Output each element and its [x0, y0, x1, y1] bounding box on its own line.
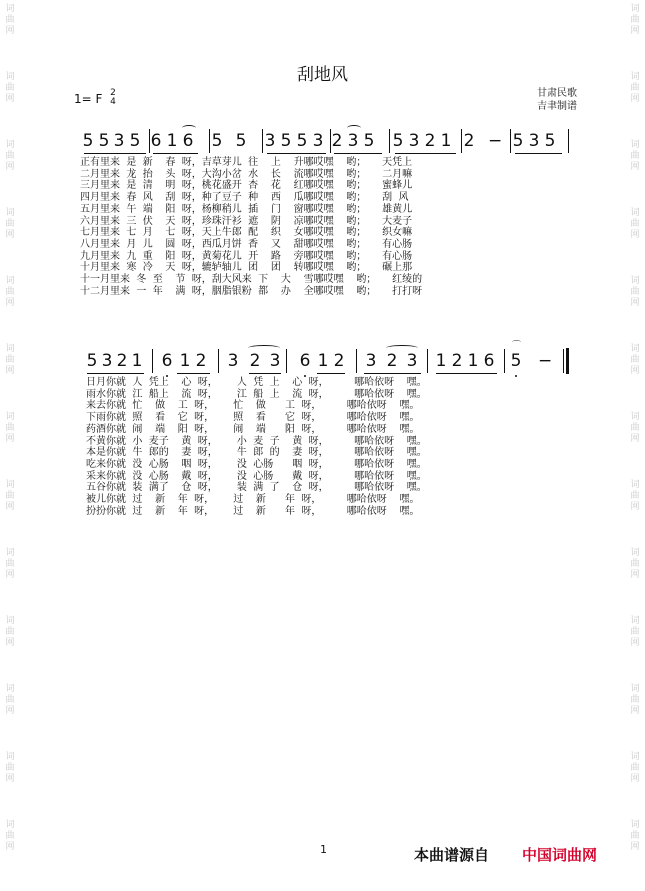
note: 5: [544, 131, 556, 151]
lyric-line: 三月里来 是 清 明 呀，桃花盛开 杏 花 红哪哎嘿 哟； 蜜蜂儿: [80, 180, 413, 192]
watermark-char: 词: [5, 276, 15, 286]
barline: [504, 349, 505, 373]
watermark-char: 网: [5, 94, 15, 104]
barline: [209, 129, 210, 153]
underline: [267, 153, 326, 154]
watermark-char: 曲: [5, 559, 15, 569]
watermark-char: 曲: [5, 15, 15, 25]
watermark-char: 曲: [630, 219, 640, 229]
barline: [510, 129, 511, 153]
barline: [427, 349, 428, 373]
note: 2: [424, 131, 436, 151]
slur: [248, 345, 280, 351]
watermark-char: 曲: [5, 423, 15, 433]
lyric-line: 五月里来 午 端 阳 呀，杨柳稍儿 插 门 窗哪哎嘿 哟； 雄黄儿: [80, 203, 413, 215]
lyric-line: 五谷你就 装 满了 仓 呀， 装 满 了 仓 呀， 哪哈依呀 嘿。: [86, 482, 427, 494]
barline: [262, 129, 263, 153]
lyric-line: 九月里来 九 重 阳 呀，黄菊花儿 开 路 旁哪哎嘿 哟； 有心肠: [80, 250, 413, 262]
time-sig-bottom: 4: [110, 97, 116, 107]
note: 3: [312, 131, 324, 151]
watermark-char: 网: [630, 94, 640, 104]
watermark-char: 网: [630, 706, 640, 716]
note: 1: [131, 351, 143, 371]
watermark-char: 网: [5, 570, 15, 580]
lyric-line: 来去你就 忙 做 工 呀， 忙 做 工 呀， 哪哈依呀 嘿。: [86, 400, 420, 412]
lyric-line: 正有里来 是 新 春 呀，吉草芽儿 往 上 升哪哎嘿 哟； 天凭上: [80, 157, 413, 168]
note: 5: [510, 351, 522, 371]
lyric-line: 下雨你就 照 看 它 呀， 照 看 它 呀， 哪哈依呀 嘿。: [86, 412, 420, 424]
watermark-char: 词: [5, 548, 15, 558]
watermark-char: 网: [5, 230, 15, 240]
source-label: 本曲谱源自: [414, 846, 490, 864]
note: 3: [347, 131, 359, 151]
watermark-char: 网: [630, 842, 640, 852]
barline: [389, 129, 390, 153]
slur: [182, 125, 196, 131]
watermark-char: 词: [630, 140, 640, 150]
watermark-char: 曲: [5, 287, 15, 297]
note: 6: [299, 351, 311, 371]
watermark-char: 词: [630, 684, 640, 694]
watermark-char: 词: [5, 344, 15, 354]
note: 6: [150, 131, 162, 151]
watermark-char: 曲: [630, 355, 640, 365]
watermark-char: 网: [5, 298, 15, 308]
note: 5: [280, 131, 292, 151]
barline: [152, 349, 153, 373]
underline: [515, 153, 562, 154]
watermark-char: 词: [5, 752, 15, 762]
watermark-char: 曲: [5, 151, 15, 161]
barline: [568, 129, 569, 153]
note: 1: [467, 351, 479, 371]
watermark-char: 曲: [630, 559, 640, 569]
watermark-char: 网: [5, 706, 15, 716]
lyric-line: 被儿你就 过 新 年 呀， 过 新 年 呀， 哪哈依呀 嘿。: [86, 494, 420, 506]
lyric-line: 吃来你就 没 心肠 咽 呀， 没 心肠 咽 呀， 哪哈依呀 嘿。: [86, 458, 427, 470]
watermark-char: 词: [630, 276, 640, 286]
watermark-char: 曲: [5, 763, 15, 773]
note: −: [538, 351, 553, 371]
key-signature: 1= F: [74, 92, 103, 106]
underline: [87, 373, 144, 374]
watermark-char: 网: [5, 26, 15, 36]
note: 2: [116, 351, 128, 371]
watermark-char: 曲: [5, 695, 15, 705]
watermark-char: 网: [630, 298, 640, 308]
watermark-char: 网: [630, 162, 640, 172]
underline: [334, 153, 382, 154]
watermark-char: 曲: [5, 627, 15, 637]
barline: [218, 349, 219, 373]
note: 3: [528, 131, 540, 151]
note: 3: [408, 131, 420, 151]
lyric-line: 十二月里来 一 年 满 呀，胭脂银粉 都 办 全哪哎嘿 哟； 打打呀: [80, 285, 423, 297]
watermark-char: 曲: [630, 83, 640, 93]
barline: [149, 129, 150, 153]
page-number: 1: [320, 843, 327, 856]
watermark-char: 词: [630, 412, 640, 422]
watermark-char: 网: [630, 570, 640, 580]
lyric-line: 本是你就 牛 郎的 妻 呀， 牛 郎 的 妻 呀， 哪哈依呀 嘿。: [86, 447, 427, 459]
note: 5: [86, 351, 98, 371]
watermark-char: 网: [630, 230, 640, 240]
watermark-char: 曲: [630, 287, 640, 297]
lyrics-row-2: [86, 377, 427, 517]
note: 1: [166, 131, 178, 151]
lyric-line: 四月里来 春 风 刮 呀，种了豆子 种 西 瓜哪哎嘿 哟； 刮 风: [80, 192, 409, 204]
watermark-char: 词: [5, 820, 15, 830]
credit-arranger: 吉聿制谱: [537, 101, 577, 112]
note: −: [488, 131, 503, 151]
note: 1: [179, 351, 191, 371]
note: 2: [333, 351, 345, 371]
watermark-char: 网: [5, 162, 15, 172]
note: 3: [227, 351, 239, 371]
watermark-char: 词: [630, 616, 640, 626]
note: 5: [211, 131, 223, 151]
lyric-line: 扮扮你就 过 新 年 呀， 过 新 年 呀， 哪哈依呀 嘿。: [86, 505, 420, 517]
watermark-char: 曲: [630, 763, 640, 773]
song-title: 刮地风: [297, 65, 348, 85]
lyric-line: 药酒你就 闹 端 阳 呀， 闹 端 阳 呀， 哪哈依呀 嘿。: [86, 423, 420, 435]
lyric-line: 七月里来 七 月 七 呀，天上牛郎 配 织 女哪哎嘿 哟； 织女嘛: [80, 227, 413, 239]
watermark-char: 词: [630, 344, 640, 354]
watermark-char: 词: [630, 752, 640, 762]
watermark-char: 网: [630, 434, 640, 444]
note: 1: [440, 131, 452, 151]
lyric-line: 十月里来 寒 冷 天 呀，辘轳轴儿 团 团 转哪哎嘿 哟； 碾上那: [80, 262, 413, 274]
watermark-char: 曲: [630, 627, 640, 637]
watermark-char: 曲: [630, 151, 640, 161]
barline: [330, 129, 331, 153]
lyrics-row-1: [80, 157, 422, 297]
time-sig-top: 2: [110, 88, 116, 98]
watermark-char: 词: [5, 480, 15, 490]
watermark-char: 曲: [5, 355, 15, 365]
note: 2: [249, 351, 261, 371]
note: 3: [113, 131, 125, 151]
watermark-char: 词: [630, 72, 640, 82]
credit-origin: 甘肃民歌: [537, 88, 577, 99]
watermark-char: 曲: [5, 831, 15, 841]
note: 1: [435, 351, 447, 371]
note: 2: [451, 351, 463, 371]
underline: [317, 373, 345, 374]
lyric-line: 二月里来 龙 抬 头 呀，大沟小岔 水 长 流哪哎嘿 哟； 二月嘛: [80, 168, 413, 180]
slur: [347, 125, 361, 131]
note: 5: [98, 131, 110, 151]
watermark-char: 词: [5, 684, 15, 694]
watermark-char: 网: [630, 366, 640, 376]
watermark-char: 曲: [630, 695, 640, 705]
lyric-line: 八月里来 月 儿 圆 呀，西瓜月饼 香 又 甜哪哎嘿 哟； 有心肠: [80, 238, 413, 250]
underline: [395, 153, 456, 154]
note: 3: [269, 351, 281, 371]
watermark-char: 网: [5, 774, 15, 784]
note: 1: [317, 351, 329, 371]
lyric-line: 采来你就 没 心肠 戴 呀， 没 心肠 戴 呀， 哪哈依呀 嘿。: [86, 470, 427, 482]
note: 3: [101, 351, 113, 371]
note: 5: [235, 131, 247, 151]
watermark-char: 网: [5, 638, 15, 648]
watermark-char: 网: [5, 434, 15, 444]
watermark-char: 网: [630, 638, 640, 648]
watermark-char: 曲: [5, 219, 15, 229]
watermark-char: 曲: [630, 831, 640, 841]
watermark-char: 词: [630, 480, 640, 490]
notation-row-2: [0, 341, 645, 373]
watermark-char: 曲: [630, 15, 640, 25]
note: 5: [129, 131, 141, 151]
watermark-char: 词: [630, 4, 640, 14]
note: 3: [365, 351, 377, 371]
note: 2: [386, 351, 398, 371]
watermark-char: 词: [630, 548, 640, 558]
note: 6: [161, 351, 173, 371]
underline: [436, 373, 497, 374]
note: 2: [195, 351, 207, 371]
watermark-char: 词: [5, 412, 15, 422]
watermark-char: 网: [630, 26, 640, 36]
watermark-char: 网: [5, 366, 15, 376]
slur: [386, 345, 418, 351]
fermata-icon: ⌒: [512, 341, 522, 351]
lyric-line: 日月你就 人 凭上 心 呀， 人 凭 上 心 呀， 哪哈依呀 嘿。: [86, 377, 427, 388]
barline: [563, 349, 564, 373]
note: 6: [182, 131, 194, 151]
barline: [286, 349, 287, 373]
watermark-char: 网: [5, 502, 15, 512]
note: 5: [296, 131, 308, 151]
note: 5: [392, 131, 404, 151]
source-site-link[interactable]: 中国词曲网: [522, 846, 598, 864]
note: 6: [483, 351, 495, 371]
lyric-line: 六月里来 三 伏 天 呀，珍珠汗衫 遮 阴 凉哪哎嘿 哟； 大麦子: [80, 215, 413, 227]
lyric-line: 雨水你就 江 船上 流 呀， 江 船 上 流 呀， 哪哈依呀 嘿。: [86, 388, 427, 400]
octave-dot: [515, 375, 517, 377]
watermark-char: 曲: [630, 423, 640, 433]
watermark-char: 曲: [5, 83, 15, 93]
watermark-char: 网: [5, 842, 15, 852]
watermark-char: 词: [630, 208, 640, 218]
watermark-char: 词: [5, 616, 15, 626]
note: 5: [82, 131, 94, 151]
lyric-line: 十一月里来 冬 至 节 呀，刮大风来 下 大 雪哪哎嘿 哟； 红绫的: [80, 274, 423, 286]
barline: [356, 349, 357, 373]
time-signature: [109, 89, 117, 107]
note: 5: [363, 131, 375, 151]
underline: [249, 373, 281, 374]
underline: [177, 373, 210, 374]
watermark-char: 词: [5, 208, 15, 218]
notation-row-1: [0, 131, 645, 153]
note: 2: [463, 131, 475, 151]
lyric-line: 不黄你就 小 麦子 黄 呀， 小 麦 子 黄 呀， 哪哈依呀 嘿。: [86, 435, 427, 447]
note: 3: [264, 131, 276, 151]
watermark-char: 曲: [5, 491, 15, 501]
note: 2: [331, 131, 343, 151]
watermark-char: 网: [630, 774, 640, 784]
final-barline: [566, 348, 569, 374]
watermark-char: 词: [5, 72, 15, 82]
note: 5: [512, 131, 524, 151]
watermark-char: 词: [630, 820, 640, 830]
underline: [153, 153, 198, 154]
watermark-char: 曲: [630, 491, 640, 501]
watermark-char: 词: [5, 140, 15, 150]
watermark-char: 网: [630, 502, 640, 512]
note: 3: [406, 351, 418, 371]
underline: [84, 153, 146, 154]
underline: [364, 373, 421, 374]
barline: [461, 129, 462, 153]
watermark-char: 词: [5, 4, 15, 14]
